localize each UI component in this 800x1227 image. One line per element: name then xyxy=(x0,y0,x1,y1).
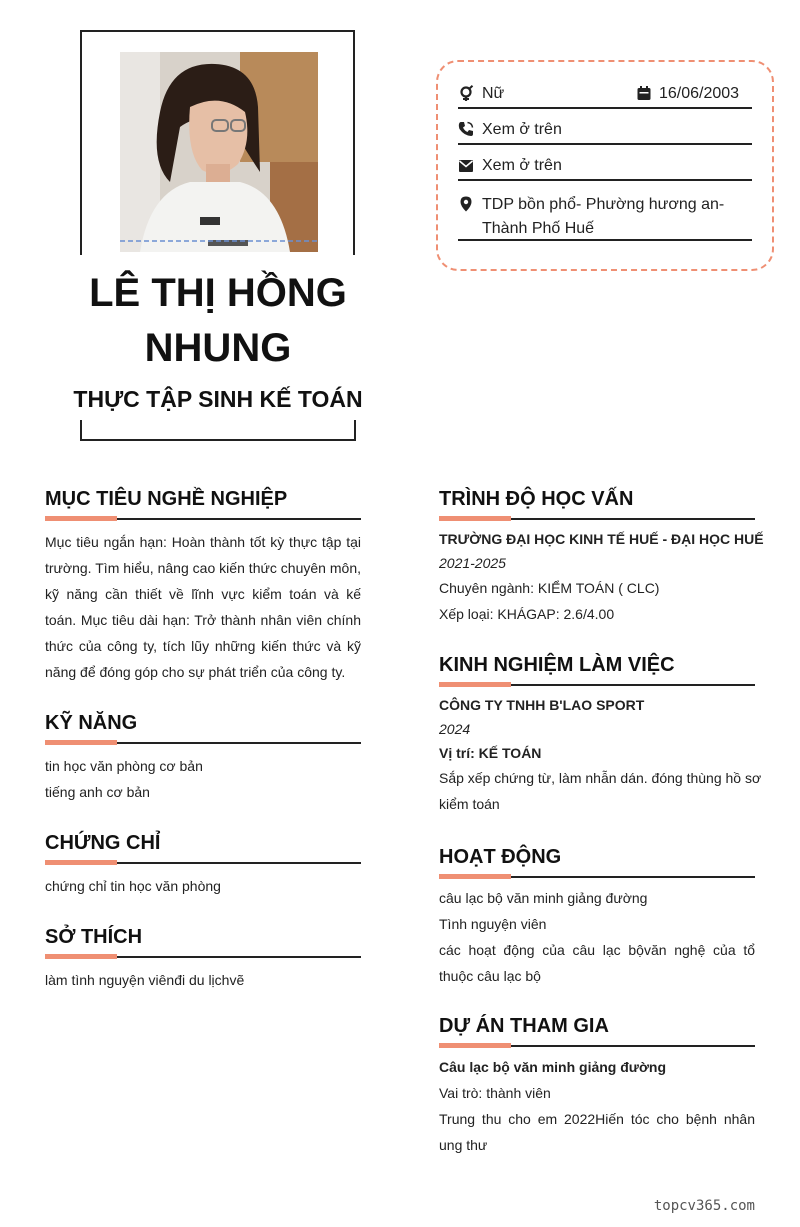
skill-item: tiếng anh cơ bản xyxy=(45,784,150,800)
certificates-list xyxy=(45,873,361,899)
objective-line: trường. Tìm hiểu, nâng cao kiến thức chuyên môn, xyxy=(45,560,361,576)
hobbies-title: SỞ THÍCH xyxy=(45,926,143,948)
experience-company: CÔNG TY TNHH B'LAO SPORT xyxy=(439,697,645,713)
address-line-2: Thành Phố Huế xyxy=(482,220,595,237)
hobbies-rule-accent xyxy=(45,954,117,959)
objective-line: năng để đóng góp cho sự phát triển của công ty. xyxy=(45,664,346,680)
activity-item: Tình nguyện viên xyxy=(439,916,547,932)
objective-line: toán. Mục tiêu dài hạn: Trở thành nhân viên chính xyxy=(45,612,361,628)
experience-year: 2024 xyxy=(439,721,471,737)
projects-rule-accent xyxy=(439,1043,511,1048)
candidate-name xyxy=(60,266,376,376)
contact-row-phone xyxy=(458,118,752,145)
header-frame-bottom xyxy=(80,420,356,441)
education-grade: Xếp loại: KHÁGAP: 2.6/4.00 xyxy=(439,606,615,622)
project-desc-line-2: ung thư xyxy=(439,1137,488,1153)
experience-block xyxy=(439,693,762,817)
certificates-rule-accent xyxy=(45,860,117,865)
contact-row-gender-birthday xyxy=(458,82,752,109)
project-name: Câu lạc bộ văn minh giảng đường xyxy=(439,1059,666,1075)
objective-text xyxy=(45,529,361,685)
project-desc-line-1: Trung thu cho em 2022Hiến tóc cho bệnh nhân xyxy=(439,1111,755,1127)
activities-list xyxy=(439,885,755,989)
contact-box xyxy=(436,60,774,271)
calendar-icon xyxy=(636,85,652,101)
address-line-1: TDP bồn phổ- Phường hương an- xyxy=(482,196,725,213)
profile-photo xyxy=(120,52,318,252)
job-title: THỰC TẬP SINH KẾ TOÁN xyxy=(73,386,363,412)
objective-rule-accent xyxy=(45,516,117,521)
skills-rule-accent xyxy=(45,740,117,745)
objective-line: Mục tiêu ngắn hạn: Hoàn thành tốt kỳ thực tập tại xyxy=(45,534,361,550)
objective-title: MỤC TIÊU NGHỀ NGHIỆP xyxy=(45,488,288,510)
hobbies-list xyxy=(45,967,361,993)
certificates-title: CHỨNG CHỈ xyxy=(45,832,161,854)
project-role: Vai trò: thành viên xyxy=(439,1085,551,1101)
experience-position: Vị trí: KẾ TOÁN xyxy=(439,745,542,761)
education-major: Chuyên ngành: KIỂM TOÁN ( CLC) xyxy=(439,580,660,596)
experience-desc-line-2: kiểm toán xyxy=(439,796,500,812)
objective-line: thức của công ty, tích lũy những kiến thức và kỹ xyxy=(45,638,361,654)
objective-line: kỹ năng cần thiết về lĩnh vực kiểm toán và kế xyxy=(45,586,361,602)
education-block xyxy=(439,527,764,627)
activities-rule-accent xyxy=(439,874,511,879)
activities-title: HOẠT ĐỘNG xyxy=(439,846,562,868)
experience-title: KINH NGHIỆM LÀM VIỆC xyxy=(439,654,675,676)
gender-icon xyxy=(458,85,474,101)
map-pin-icon xyxy=(458,196,474,212)
projects-block xyxy=(439,1054,755,1158)
phone-icon xyxy=(458,121,474,137)
projects-title: DỰ ÁN THAM GIA xyxy=(439,1015,609,1037)
name-line-2: NHUNG xyxy=(144,326,292,370)
education-title: TRÌNH ĐỘ HỌC VẤN xyxy=(439,488,634,510)
skills-list xyxy=(45,753,361,805)
envelope-icon xyxy=(458,158,474,174)
footer-brand: topcv365.com xyxy=(653,1198,755,1214)
education-school: TRƯỜNG ĐẠI HỌC KINH TẾ HUẾ - ĐẠI HỌC HUẾ xyxy=(439,531,764,547)
contact-row-address xyxy=(458,190,752,241)
contact-row-email xyxy=(458,154,752,181)
activity-item: thuộc câu lạc bộ xyxy=(439,968,541,984)
name-line-1: LÊ THỊ HỒNG xyxy=(89,271,347,315)
education-rule-accent xyxy=(439,516,511,521)
activity-item: các hoạt động của câu lạc bộvăn nghệ của tổ xyxy=(439,942,755,958)
gender-value: Nữ xyxy=(482,85,505,102)
activity-item: câu lạc bộ văn minh giảng đường xyxy=(439,890,648,906)
certificate-item: chứng chỉ tin học văn phòng xyxy=(45,878,221,894)
experience-desc-line-1: Sắp xếp chứng từ, làm nhẫn dán. đóng thùng hồ sơ xyxy=(439,770,762,786)
address-value xyxy=(482,193,724,241)
experience-rule-accent xyxy=(439,682,511,687)
email-value: Xem ở trên xyxy=(482,157,562,174)
phone-value: Xem ở trên xyxy=(482,121,562,138)
skills-title: KỸ NĂNG xyxy=(45,712,138,734)
education-period: 2021-2025 xyxy=(439,555,506,571)
birthday-value: 16/06/2003 xyxy=(659,85,740,102)
skill-item: tin học văn phòng cơ bản xyxy=(45,758,203,774)
hobby-item: làm tình nguyện viênđi du lịchvẽ xyxy=(45,972,245,988)
